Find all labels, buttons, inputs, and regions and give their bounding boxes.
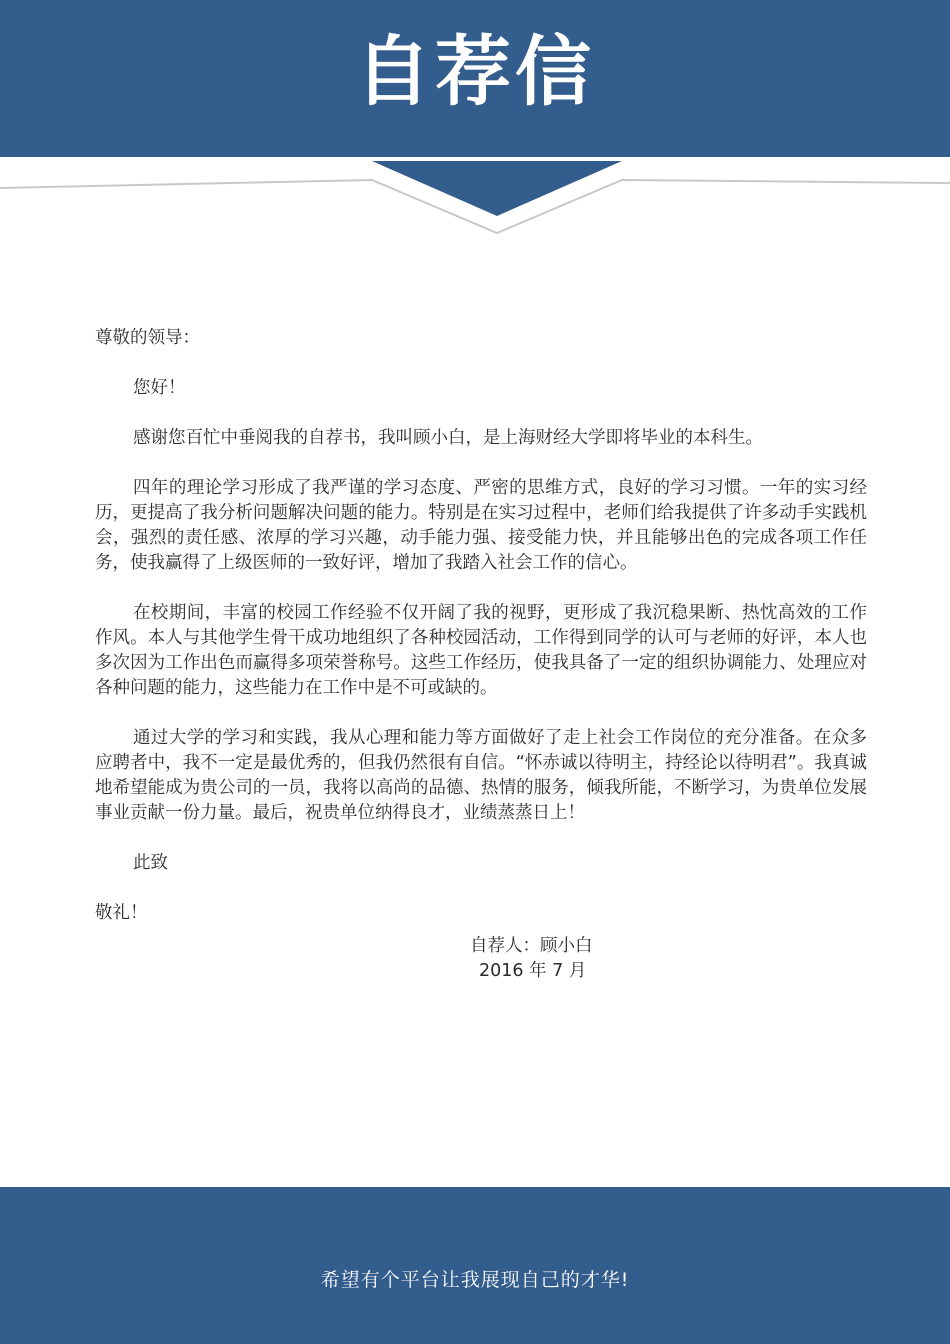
page-title: 自荐信 [355, 27, 595, 116]
letter-signature: 自荐人：顾小白 [470, 936, 593, 956]
letter-paragraph-4: 通过大学的学习和实践，我从心理和能力等方面做好了走上社会工作岗位的充分准备。在众多应聘者中，我不一定是最优秀的，但我仍然很有自信。“怀赤诚以待明主，持经论以待明君”。我真诚地希望能成为贵公司的一员，我将以高尚的品德、热情的服务，倾我所能，不断学习，为贵单位发展事业贡献一份力量。最后，祝贵单位纳得良才，业绩蒸蒸日上！ [95, 728, 867, 823]
letter-body [95, 326, 867, 926]
letter-closing: 此致 [133, 853, 168, 873]
footer-slogan: 希望有个平台让我展现自己的才华! [320, 1269, 630, 1291]
letter-salutation: 尊敬的领导： [95, 328, 200, 348]
letter-paragraph-2: 四年的理论学习形成了我严谨的学习态度、严密的思维方式，良好的学习习惯。一年的实习经历，更提高了我分析问题解决问题的能力。特别是在实习过程中，老师们给我提供了许多动手实践机会，强烈的责任感、浓厚的学习兴趣，动手能力强、接受能力快，并且能够出色的完成各项工作任务，使我赢得了上级医师的一致好评，增加了我踏入社会工作的信心。 [95, 478, 867, 573]
header-chevron-decoration [0, 150, 950, 240]
letter-date: 2016 年 7 月 [479, 961, 587, 981]
letter-paragraph-1: 感谢您百忙中垂阅我的自荐书，我叫顾小白，是上海财经大学即将毕业的本科生。 [133, 428, 763, 448]
letter-paragraph-3: 在校期间，丰富的校园工作经验不仅开阔了我的视野，更形成了我沉稳果断、热忱高效的工作作风。本人与其他学生骨干成功地组织了各种校园活动，工作得到同学的认可与老师的好评，本人也多次因为工作出色而赢得多项荣誉称号。这些工作经历，使我具备了一定的组织协调能力、处理应对各种问题的能力，这些能力在工作中是不可或缺的。 [95, 603, 867, 698]
letter-greeting: 您好！ [133, 378, 186, 398]
letter-regards: 敬礼！ [95, 903, 148, 923]
